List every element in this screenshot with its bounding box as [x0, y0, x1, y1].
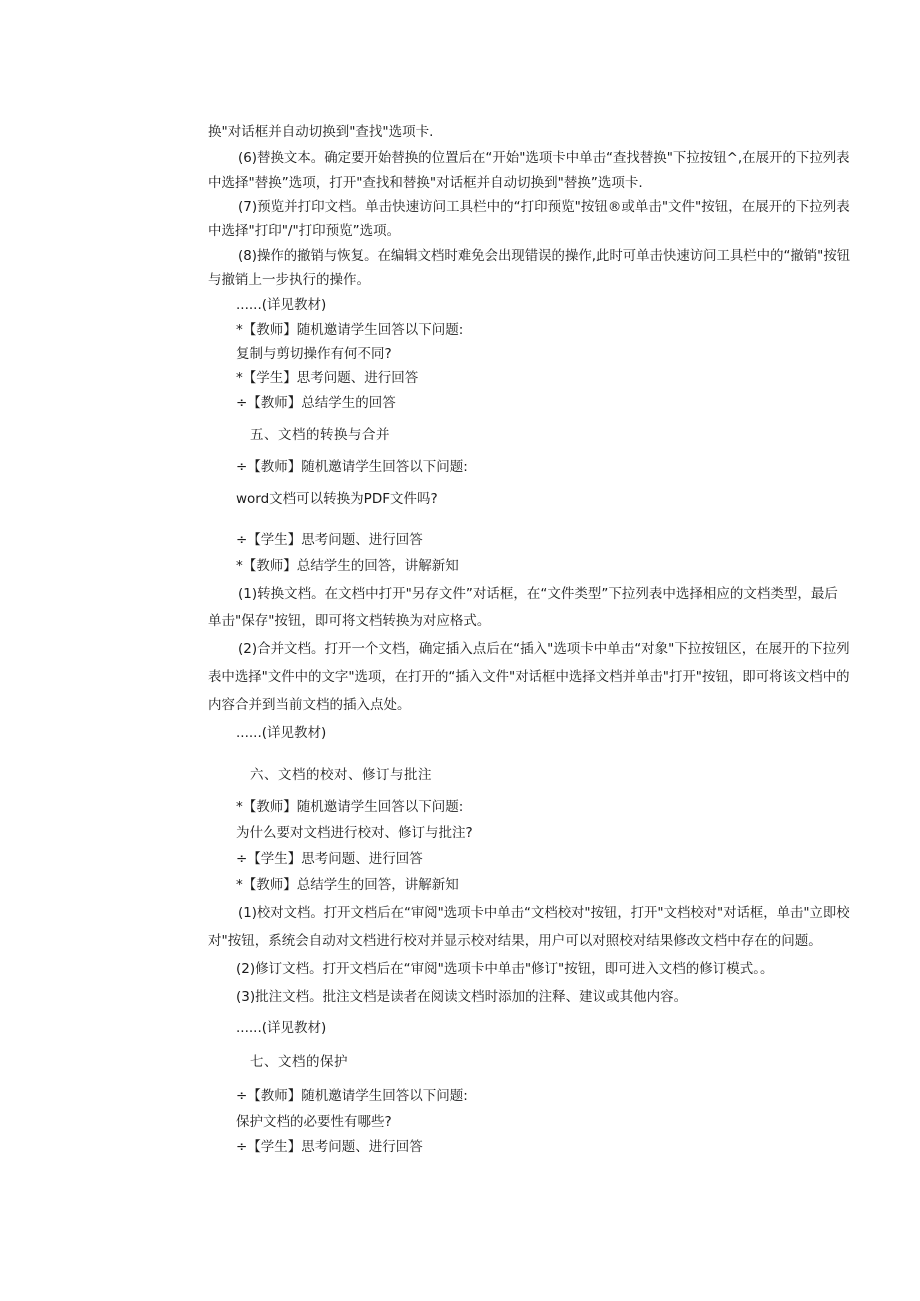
question-text: 复制与剪切操作有何不同? [236, 346, 392, 362]
student-prompt: ÷【学生】思考问题、进行回答 [236, 851, 423, 867]
paragraph-line: 内容合并到当前文档的插入点处。 [208, 697, 411, 713]
paragraph-line: (7)预览并打印文档。单击快速访问工具栏中的“打印预览"按钮®或单击"文件"按钮，在展开的下拉列表 [238, 199, 850, 215]
teacher-prompt: *【教师】随机邀请学生回答以下问题: [236, 799, 464, 815]
paragraph-line: (1)校对文档。打开文档后在“审阅"选项卡中单击“文档校对"按钮，打开"文档校对"对话框，单击"立即校 [238, 905, 850, 921]
paragraph-line: 中选择"替换”选项，打开"查找和替换"对话框并自动切换到"替换”选项卡. [208, 175, 643, 191]
see-textbook-note: ......(详见教材) [236, 297, 327, 313]
paragraph-line: (3)批注文档。批注文档是读者在阅读文档时添加的注释、建议或其他内容。 [236, 989, 688, 1005]
paragraph-line: 换"对话框并自动切换到"查找"选项卡. [208, 124, 434, 140]
student-prompt: *【学生】思考问题、进行回答 [236, 370, 419, 386]
see-textbook-note: ......(详见教材) [236, 725, 327, 741]
see-textbook-note: ......(详见教材) [236, 1020, 327, 1036]
paragraph-line: (8)操作的撤销与恢复。在编辑文档时难免会出现错误的操作,此时可单击快速访问工具栏中的“撤销"按钮 [238, 248, 851, 264]
question-text: word文档可以转换为PDF文件吗? [236, 491, 438, 507]
student-prompt: ÷【学生】思考问题、进行回答 [236, 1139, 423, 1155]
paragraph-line: (2)合并文档。打开一个文档，确定插入点后在“插入"选项卡中单击“对象"下拉按钮区，在展开的下拉列 [238, 641, 850, 657]
question-text: 保护文档的必要性有哪些? [236, 1114, 392, 1130]
teacher-prompt: *【教师】随机邀请学生回答以下问题: [236, 322, 464, 338]
paragraph-line: 表中选择"文件中的文字"选项，在打开的“插入文件"对话框中选择文档并单击"打开"按钮，即可将该文档中的 [208, 669, 850, 685]
teacher-summary: *【教师】总结学生的回答，讲解新知 [236, 877, 459, 893]
section-heading: 六、文档的校对、修订与批注 [250, 767, 432, 783]
teacher-summary: *【教师】总结学生的回答，讲解新知 [236, 558, 459, 574]
section-heading: 七、文档的保护 [250, 1054, 348, 1070]
paragraph-line: (1)转换文档。在文档中打开"另存文件”对话框，在“文件类型”下拉列表中选择相应的文档类型，最后 [238, 586, 838, 602]
paragraph-line: 中选择"打印"/"打印预览”选项。 [208, 223, 401, 239]
paragraph-line: 单击"保存"按钮，即可将文档转换为对应格式。 [208, 613, 491, 629]
paragraph-line: (2)修订文档。打开文档后在“审阅"选项卡中单击"修订"按钮，即可进入文档的修订模式。。 [236, 961, 774, 977]
paragraph-line: 与撤销上一步执行的操作。 [208, 272, 370, 288]
student-prompt: ÷【学生】思考问题、进行回答 [236, 532, 423, 548]
question-text: 为什么要对文档进行校对、修订与批注? [236, 825, 473, 841]
paragraph-line: (6)替换文本。确定要开始替换的位置后在“开始"选项卡中单击“查找替换"下拉按钮^,在展开的下拉列表 [238, 150, 850, 166]
section-heading: 五、文档的转换与合并 [250, 427, 390, 443]
teacher-summary: ÷【教师】总结学生的回答 [236, 395, 396, 411]
paragraph-line: 对"按钮，系统会自动对文档进行校对并显示校对结果，用户可以对照校对结果修改文档中存在的问题。 [208, 933, 822, 949]
teacher-prompt: ÷【教师】随机邀请学生回答以下问题: [236, 459, 468, 475]
teacher-prompt: ÷【教师】随机邀请学生回答以下问题: [236, 1088, 468, 1104]
